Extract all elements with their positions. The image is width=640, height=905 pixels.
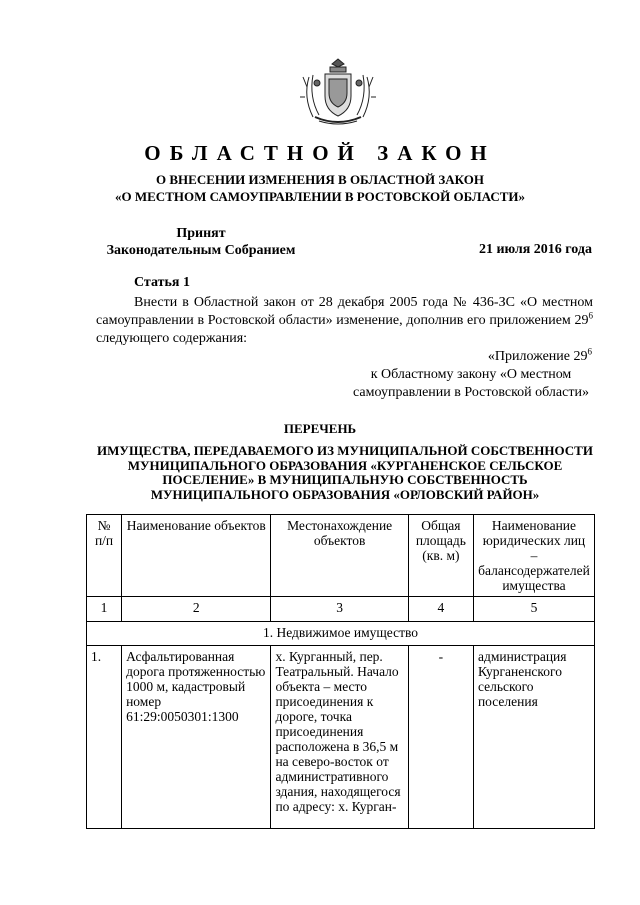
appendix-title [320, 348, 592, 366]
adoption-body: Законодательным Собранием [106, 243, 296, 258]
holder-cell: администрация Курганенского сельского поселения [473, 646, 594, 829]
appendix-reference [320, 348, 592, 402]
appendix-sub-line: к Областному закону «О местном [370, 367, 572, 382]
adoption-date: 21 июля 2016 года [478, 242, 592, 257]
column-number-cell: 5 [473, 597, 594, 622]
header-cell: Наименование объектов [122, 515, 271, 597]
column-number-cell: 4 [408, 597, 473, 622]
list-heading-line: МУНИЦИПАЛЬНОГО ОБРАЗОВАНИЯ «ОРЛОВСКИЙ РАЙОН» [150, 486, 540, 502]
area-cell: - [408, 646, 473, 829]
column-number-cell: 1 [87, 597, 122, 622]
article-text-sup: 6 [588, 310, 593, 321]
property-table [86, 514, 595, 829]
section-row [87, 622, 595, 646]
header-cell: Местонахождение объектов [271, 515, 408, 597]
column-number-cell: 2 [122, 597, 271, 622]
appendix-title-sup: 6 [587, 346, 592, 357]
coat-of-arms-icon [299, 57, 377, 127]
header-cell: Общая площадь (кв. м) [408, 515, 473, 597]
list-title: ПЕРЕЧЕНЬ [283, 421, 357, 436]
law-subtitle [0, 171, 640, 205]
header-cell: Наименование юридических лиц – балансодержателей имущества [473, 515, 594, 597]
article-text-main: Внести в Областной закон от 28 декабря 2005 года № 436-ЗС «О местном самоуправлении в Ростовской области» изменение, дополнив его приложением 29 [96, 295, 593, 328]
article-text [96, 294, 593, 348]
section-cell: 1. Недвижимое имущество [87, 622, 595, 646]
header-cell: № п/п [87, 515, 122, 597]
law-title: ОБЛАСТНОЙ ЗАКОН [144, 141, 496, 165]
appendix-sub-line: самоуправлении в Ростовской области» [353, 385, 589, 400]
article-heading: Статья 1 [134, 275, 190, 290]
column-number-cell: 3 [271, 597, 408, 622]
location-cell: х. Курганный, пер. Театральный. Начало объекта – место присоединения к дороге, точка присоединения расположена в 36,5 м на северо-восток от административного здания, находящегося по адресу: х. Курган- [271, 646, 408, 829]
subtitle-line: О ВНЕСЕНИИ ИЗМЕНЕНИЯ В ОБЛАСТНОЙ ЗАКОН [156, 172, 484, 187]
table-row [87, 646, 595, 829]
appendix-title-text: «Приложение 29 [487, 349, 588, 364]
list-heading [90, 444, 600, 502]
table-header-row [87, 515, 595, 597]
column-number-row [87, 597, 595, 622]
list-heading-line: МУНИЦИПАЛЬНОГО ОБРАЗОВАНИЯ «КУРГАНЕНСКОЕ СЕЛЬСКОЕ [127, 457, 563, 473]
list-heading-line: ИМУЩЕСТВА, ПЕРЕДАВАЕМОГО ИЗ МУНИЦИПАЛЬНОЙ СОБСТВЕННОСТИ [97, 443, 593, 458]
adoption-line: Принят [176, 226, 226, 241]
article-text-end: следующего содержания: [96, 331, 248, 346]
subtitle-line: «О МЕСТНОМ САМОУПРАВЛЕНИИ В РОСТОВСКОЙ ОБЛАСТИ» [115, 189, 525, 204]
object-name-cell: Асфальтированная дорога протяженностью 1000 м, кадастровый номер 61:29:0050301:1300 [122, 646, 271, 829]
list-heading-line: ПОСЕЛЕНИЕ» В МУНИЦИПАЛЬНУЮ СОБСТВЕННОСТЬ [162, 472, 528, 487]
adoption-info [96, 225, 306, 259]
row-number-cell: 1. [87, 646, 122, 829]
